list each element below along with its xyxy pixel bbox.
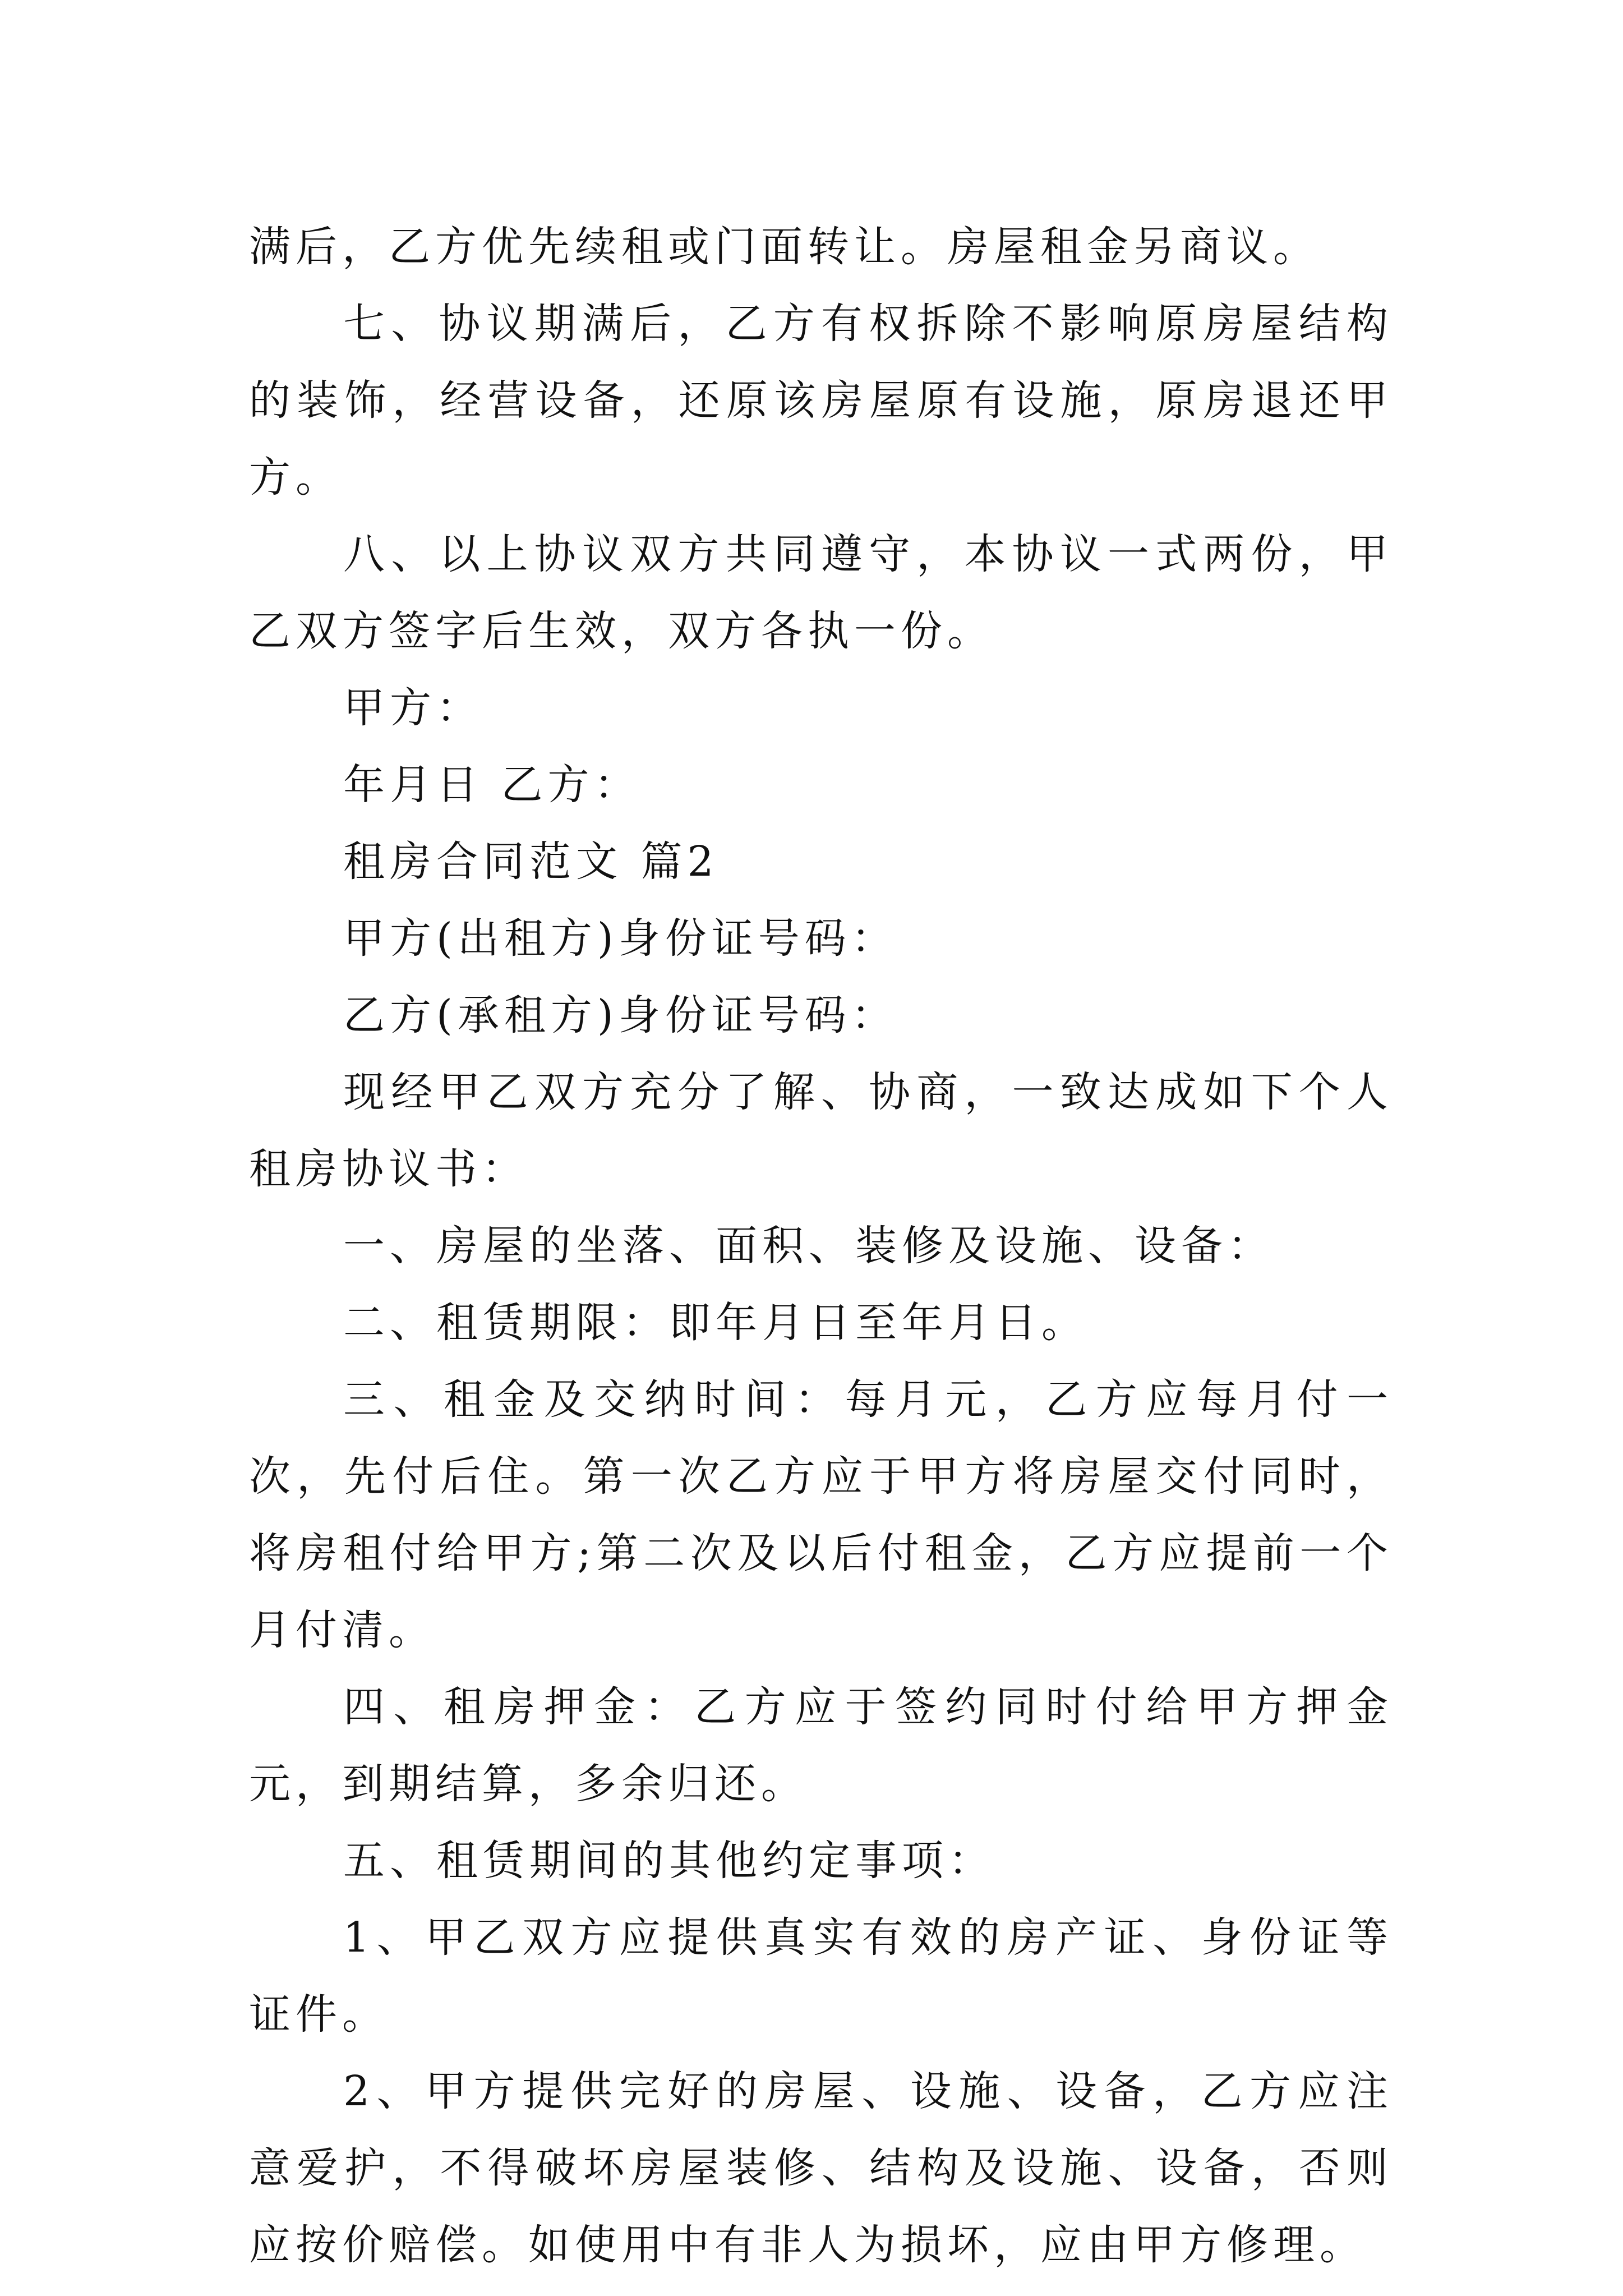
party-a-signature-line: 甲方： bbox=[343, 684, 483, 732]
paragraph-clause-7: 七、协议期满后，乙方有权拆除不影响原房屋结构的装饰，经营设备，还原该房屋原有设施，原房退还甲方。 bbox=[249, 300, 1393, 501]
section-heading: 租房合同范文 篇2 bbox=[343, 838, 719, 886]
party-a-id-line: 甲方(出租方)身份证号码： bbox=[343, 914, 898, 963]
paragraph-item-1: 1、甲乙双方应提供真实有效的房产证、身份证等证件。 bbox=[249, 1913, 1393, 2039]
date-party-b-signature-line: 年月日 乙方： bbox=[343, 761, 641, 809]
paragraph-continuation: 满后，乙方优先续租或门面转让。房屋租金另商议。 bbox=[249, 223, 1320, 271]
paragraph-clause-1: 一、房屋的坐落、面积、装修及设施、设备： bbox=[343, 1222, 1274, 1270]
paragraph-clause-2: 二、租赁期限：即年月日至年月日。 bbox=[343, 1299, 1088, 1347]
paragraph-intro: 现经甲乙双方充分了解、协商，一致达成如下个人租房协议书： bbox=[249, 1068, 1393, 1193]
paragraph-clause-4: 四、租房押金：乙方应于签约同时付给甲方押金元，到期结算，多余归还。 bbox=[249, 1683, 1393, 1808]
paragraph-clause-3: 三、租金及交纳时间：每月元，乙方应每月付一次，先付后住。第一次乙方应于甲方将房屋交付同时，将房租付给甲方;第二次及以后付租金，乙方应提前一个月付清。 bbox=[249, 1375, 1393, 1654]
party-b-id-line: 乙方(承租方)身份证号码： bbox=[343, 991, 898, 1039]
paragraph-item-2: 2、甲方提供完好的房屋、设施、设备，乙方应注意爱护，不得破坏房屋装修、结构及设施、设备，否则应按价赔偿。如使用中有非人为损坏，应由甲方修理。 bbox=[249, 2067, 1393, 2269]
paragraph-clause-5: 五、租赁期间的其他约定事项： bbox=[343, 1837, 995, 1885]
document-body bbox=[249, 209, 1393, 2284]
paragraph-clause-8: 八、以上协议双方共同遵守，本协议一式两份，甲乙双方签字后生效，双方各执一份。 bbox=[249, 530, 1393, 655]
